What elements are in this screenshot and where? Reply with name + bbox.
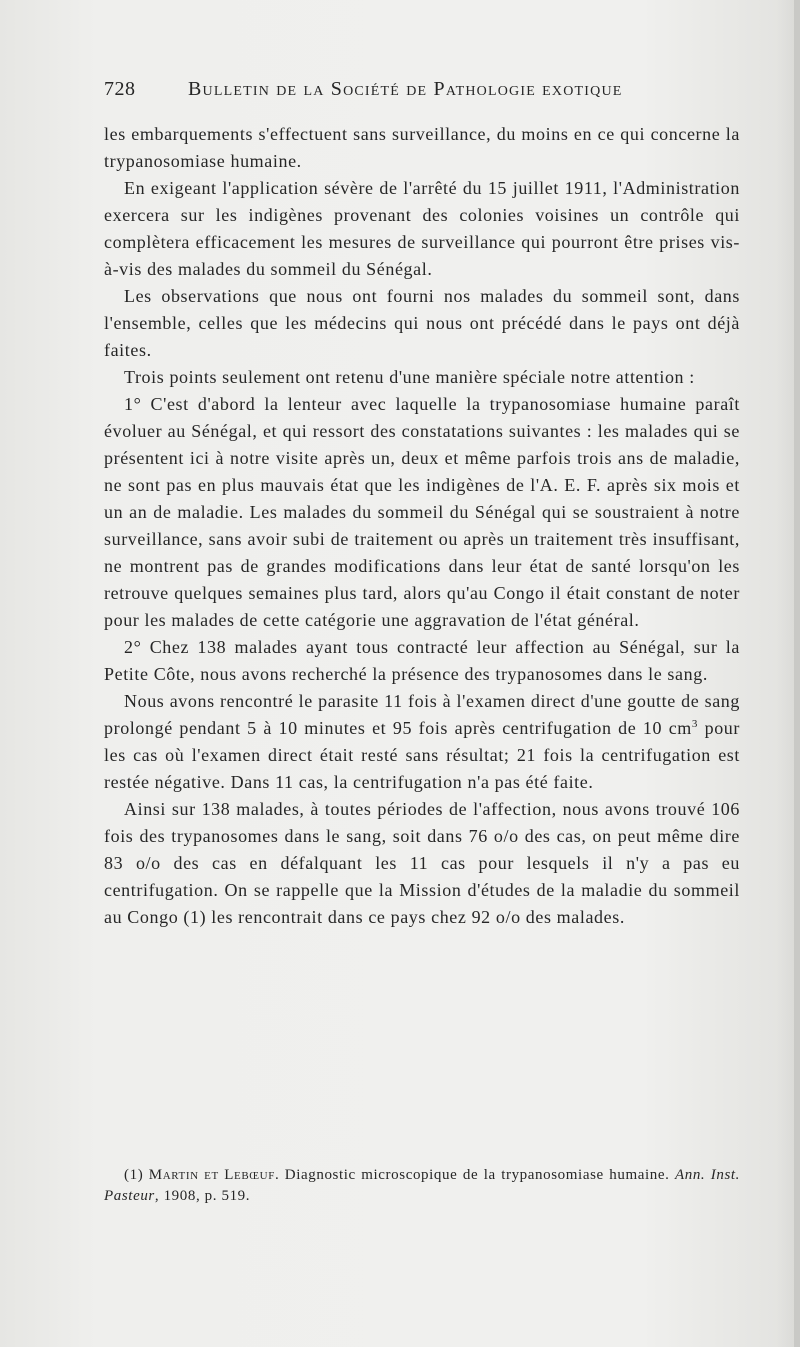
footnote-citation: , 1908, p. 519. — [154, 1188, 251, 1204]
parasite-count-text-b: pour les cas où l'examen direct était resté sans résultat; 21 fois la centrifugation est restée négative. Dans 11 cas, la centrifugation n'a pas été faite. — [104, 718, 740, 792]
paragraph-point-two: 2° Chez 138 malades ayant tous contracté leur affection au Sénégal, sur la Petite Côte, nous avons recherché la présence des trypanosomes dans le sang. — [104, 637, 740, 684]
footnote-journal: Ann. Inst. Pasteur — [104, 1167, 741, 1204]
footnote-marker: (1) — [124, 1167, 149, 1183]
parasite-count-text-a: Nous avons rencontré le parasite 11 fois à l'examen direct d'une goutte de sang prolongé pendant 5 à 10 minutes et 95 fois après centrifugation de 10 cm — [104, 691, 740, 738]
running-title: Bulletin de la Société de Pathologie exotique — [188, 78, 623, 100]
paragraph-arrete: En exigeant l'application sévère de l'arrêté du 15 juillet 1911, l'Administration exercera sur les indigènes provenant des colonies voisines un contrôle qui complètera efficacement les mesures de surveillance qui pourront être prises vis-à-vis des malades du sommeil du Sénégal. — [104, 178, 740, 279]
paragraph-point-one: 1° C'est d'abord la lenteur avec laquelle la trypanosomiase humaine paraît évoluer au Sénégal, et qui ressort des constatations suivantes : les malades qui se présentent ici à notre visite après un, deux et même parfois trois ans de maladie, ne sont pas en plus mauvais état que les indigènes de l'A. E. F. après six mois et un an de maladie. Les malades du sommeil du Sénégal qui se soustraient à notre surveillance, sans avoir subi de traitement ou après un traitement très insuffisant, ne montrent pas de grandes modifications dans leur état de santé lorsqu'on les retrouve quelques semaines plus tard, alors qu'au Congo il était constant de noter pour les malades de cette catégorie une aggravation de l'état général. — [104, 394, 740, 630]
page-edge-shadow — [794, 0, 800, 1347]
body-text — [104, 121, 740, 931]
footnote-title: . Diagnostic microscopique de la trypanosomiase humaine. — [274, 1167, 675, 1183]
footnote — [104, 1165, 740, 1207]
paragraph-three-points: Trois points seulement ont retenu d'une manière spéciale notre attention : — [124, 367, 695, 387]
paragraph-parasite-count — [104, 688, 740, 796]
page-header — [104, 78, 744, 108]
footnote-authors: Martin et Lebœuf — [148, 1167, 275, 1183]
paragraph-observations: Les observations que nous ont fourni nos malades du sommeil sont, dans l'ensemble, celles que les médecins qui nous ont précédé dans le pays ont déjà faites. — [104, 286, 740, 360]
paragraph-continuation: les embarquements s'effectuent sans surveillance, du moins en ce qui concerne la trypanosomiase humaine. — [104, 124, 740, 171]
page-number: 728 — [104, 78, 136, 100]
cubic-superscript: 3 — [691, 718, 699, 730]
paragraph-summary: Ainsi sur 138 malades, à toutes périodes de l'affection, nous avons trouvé 106 fois des trypanosomes dans le sang, soit dans 76 o/o des cas, on peut même dire 83 o/o des cas en défalquant les 11 cas pour lesquels il n'y a pas eu centrifugation. On se rappelle que la Mission d'études de la maladie du sommeil au Congo (1) les rencontrait dans ce pays chez 92 o/o des malades. — [104, 799, 740, 927]
